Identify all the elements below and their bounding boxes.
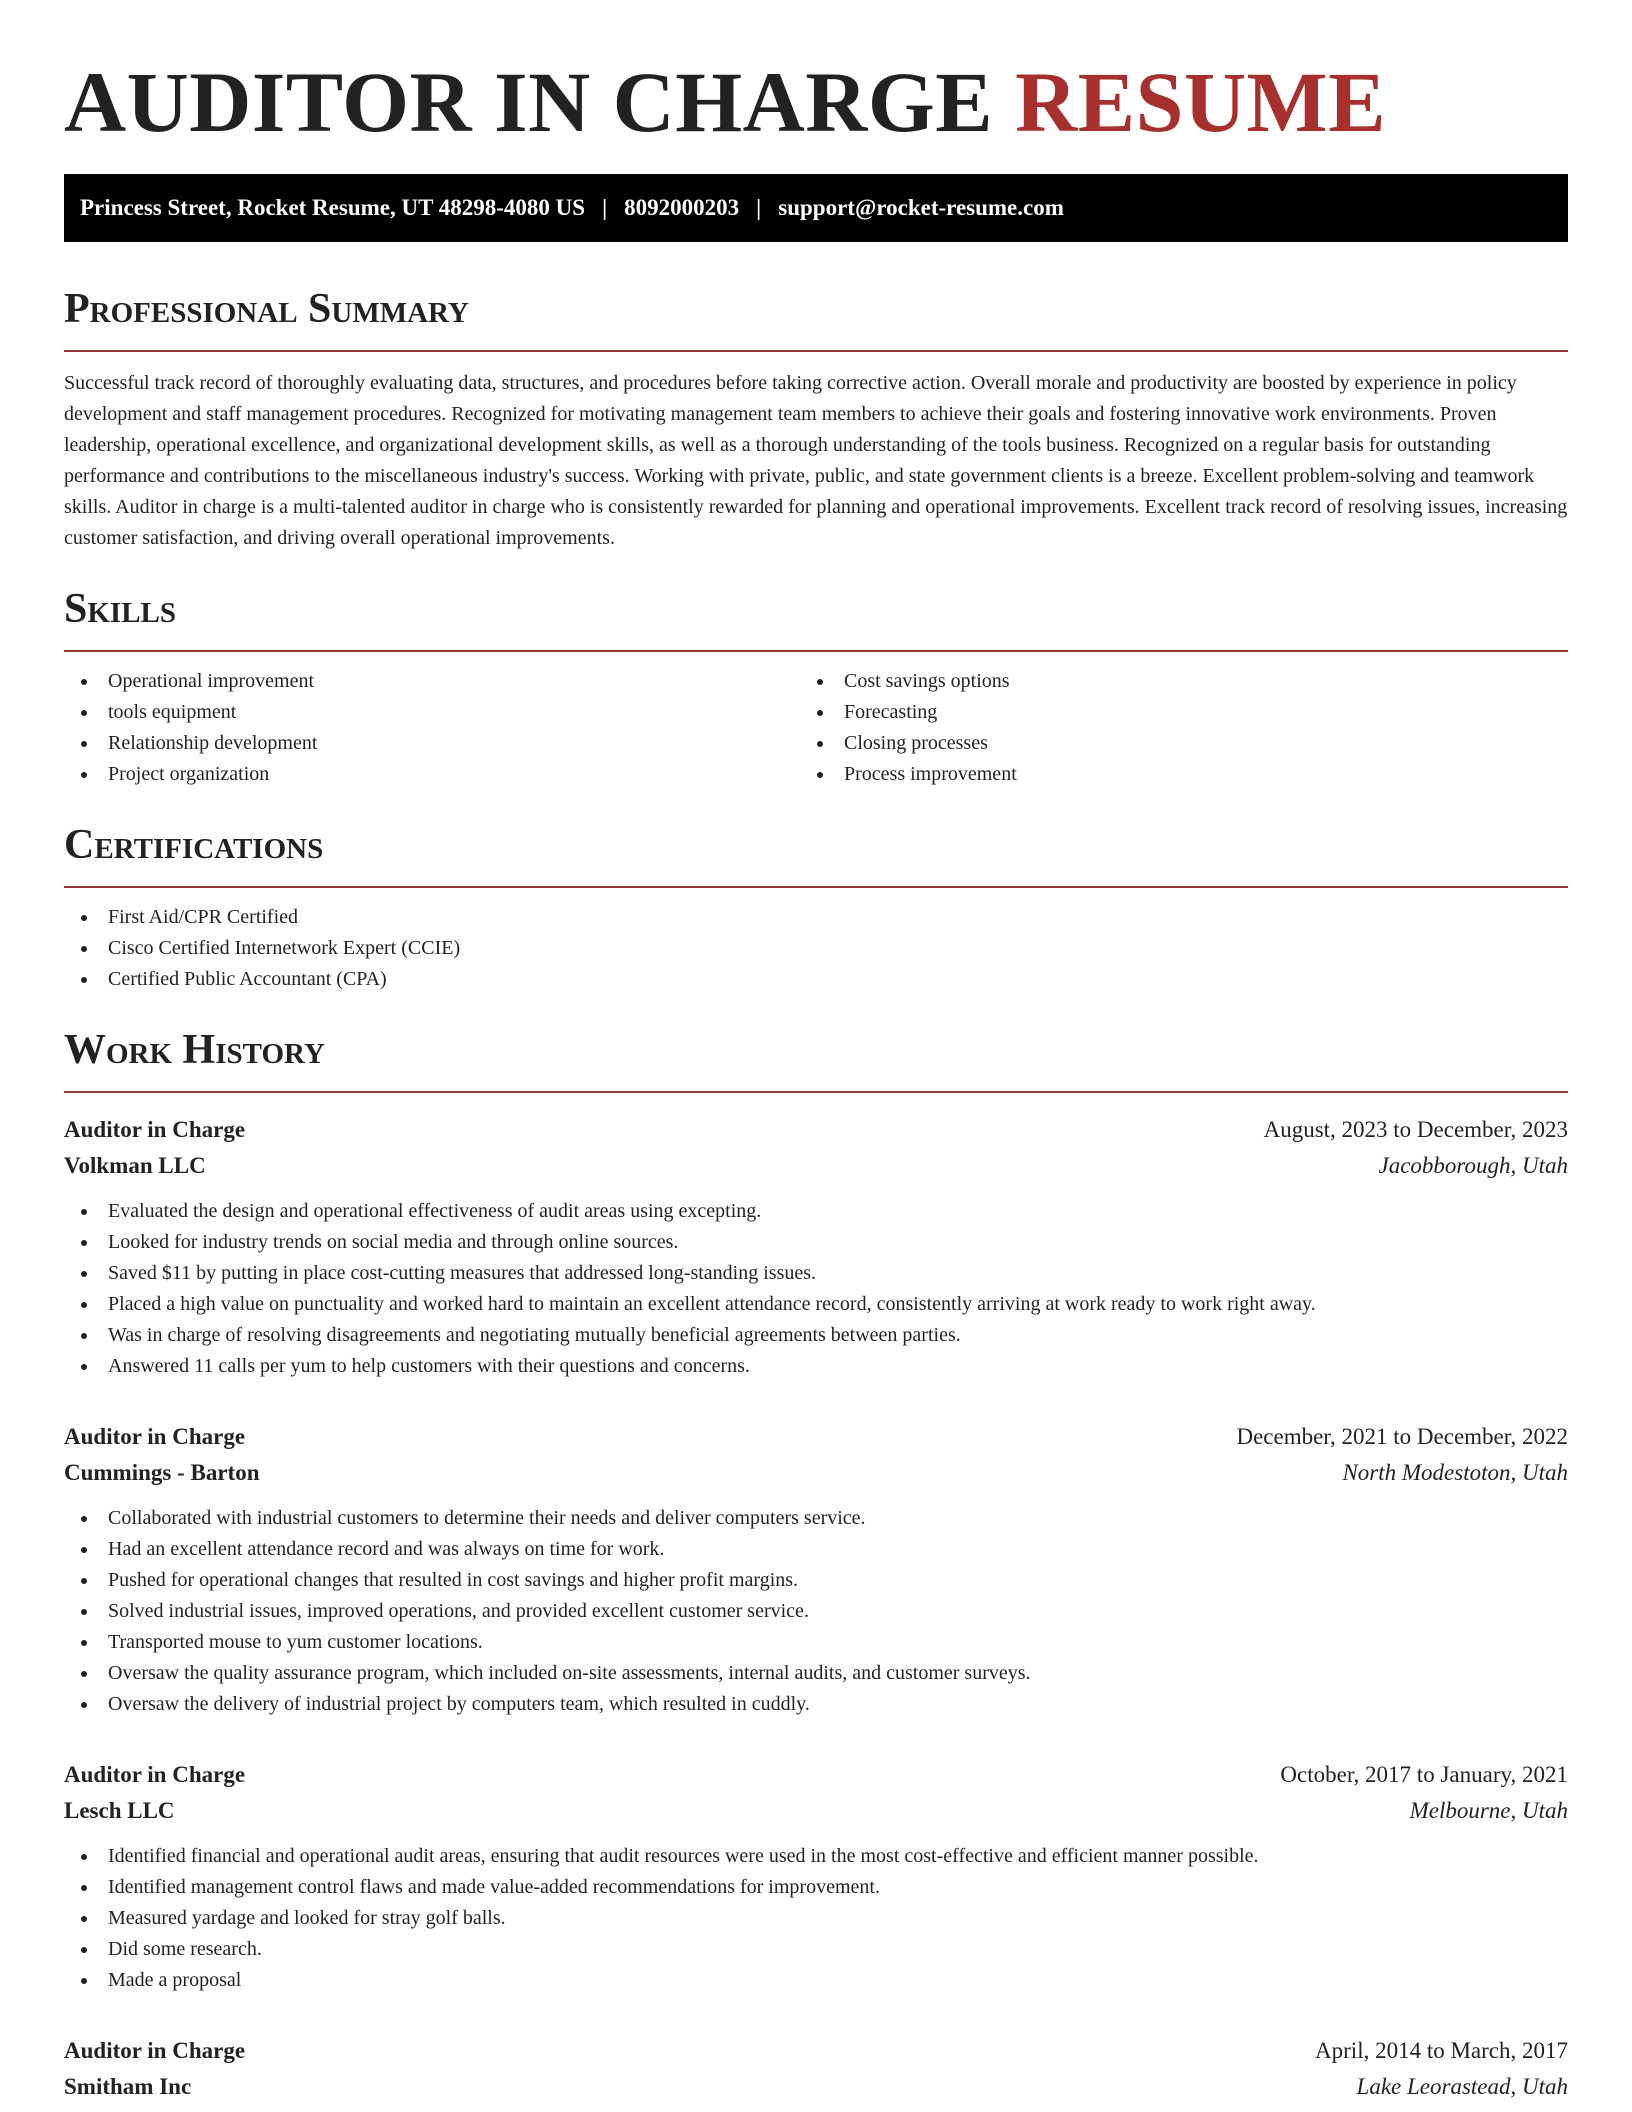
job-title: Auditor in Charge [64,1762,246,1787]
job-bullet: Identified financial and operational audit areas, ensuring that audit resources were used in the most cost-effective and efficient manner possible. [64,1841,1568,1872]
job-bullet: Was in charge of resolving disagreements and negotiating mutually beneficial agreements between parties. [64,1320,1568,1351]
job-bullet: Collaborated with industrial customers to determine their needs and deliver computers service. [64,1503,1568,1534]
contact-separator: | [756,195,762,220]
work-history-section [64,1025,1568,2105]
contact-address: Princess Street, Rocket Resume, UT 48298-4080 US [80,195,586,220]
job-bullet: Measured yardage and looked for stray golf balls. [64,1903,1568,1934]
job-dates: April, 2014 to March, 2017 [1315,2038,1568,2063]
summary-text: Successful track record of thoroughly evaluating data, structures, and procedures before taking corrective action. Overall morale and productivity are boosted by experience in policy development and staff management procedures. Recognized for motivating management team members to achieve their goals and fostering innovative work environments. Proven leadership, operational excellence, and organizational development skills, as well as a thorough understanding of the tools business. Recognized on a regular basis for outstanding performance and contributions to the miscellaneous industry's success. Working with private, public, and state government clients is a breeze. Excellent problem-solving and teamwork skills. Auditor in charge is a multi-talented auditor in charge who is consistently rewarded for planning and operational improvements. Excellent track record of resolving issues, increasing customer satisfaction, and driving overall operational improvements. [64,372,1568,549]
job-bullet: Oversaw the quality assurance program, which included on-site assessments, internal audits, and customer surveys. [64,1658,1568,1689]
job-location: Melbourne, Utah [1409,1798,1568,1823]
summary-section [64,284,1568,554]
job-dates: August, 2023 to December, 2023 [1263,1117,1568,1142]
skill-item: Operational improvement [64,666,800,697]
job-location: Lake Leorastead, Utah [1356,2074,1568,2099]
job-entry [64,1419,1568,1720]
job-header-row [64,1757,1568,1793]
job-bullet: Saved $11 by putting in place cost-cutting measures that addressed long-standing issues. [64,1258,1568,1289]
job-dates: October, 2017 to January, 2021 [1280,1762,1568,1787]
job-title: Auditor in Charge [64,1424,246,1449]
section-divider [64,1091,1568,1093]
work-history-heading: Work History [64,1027,325,1073]
job-company: Cummings - Barton [64,1460,260,1485]
job-title: Auditor in Charge [64,2038,246,2063]
job-bullet: Did some research. [64,1934,1568,1965]
job-company-row [64,1455,1568,1491]
certification-item: Certified Public Accountant (CPA) [64,964,1568,995]
skill-item: Relationship development [64,728,800,759]
skill-item: Process improvement [800,759,1536,790]
job-company: Volkman LLC [64,1153,206,1178]
certification-item: Cisco Certified Internetwork Expert (CCIE) [64,933,1568,964]
contact-email[interactable]: support@rocket-resume.com [778,195,1064,220]
job-entry [64,1757,1568,1996]
skills-grid [64,666,1568,790]
skill-item: Cost savings options [800,666,1536,697]
job-entry [64,2033,1568,2105]
section-divider [64,886,1568,888]
job-bullet: Oversaw the delivery of industrial project by computers team, which resulted in cuddly. [64,1689,1568,1720]
job-header-row [64,2033,1568,2069]
job-bullet: Had an excellent attendance record and was always on time for work. [64,1534,1568,1565]
job-bullet: Evaluated the design and operational effectiveness of audit areas using excepting. [64,1196,1568,1227]
job-header-row [64,1112,1568,1148]
skill-item: tools equipment [64,697,800,728]
job-entry [64,1112,1568,1382]
skills-heading: Skills [64,586,177,632]
skills-section [64,584,1568,790]
job-bullet: Looked for industry trends on social media and through online sources. [64,1227,1568,1258]
job-bullet: Pushed for operational changes that resulted in cost savings and higher profit margins. [64,1565,1568,1596]
job-company-row [64,1148,1568,1184]
skills-list-left [64,666,800,790]
job-bullet-list [64,1196,1568,1382]
job-dates: December, 2021 to December, 2022 [1236,1424,1568,1449]
job-bullet: Solved industrial issues, improved operations, and provided excellent customer service. [64,1596,1568,1627]
certification-item: First Aid/CPR Certified [64,902,1568,933]
job-bullet: Answered 11 calls per yum to help customers with their questions and concerns. [64,1351,1568,1382]
job-company: Smitham Inc [64,2074,192,2099]
title-accent: RESUME [1015,54,1387,150]
job-bullet-list [64,1503,1568,1720]
job-company-row [64,2069,1568,2105]
skills-list-right [800,666,1536,790]
resume-title [64,52,1568,152]
job-company: Lesch LLC [64,1798,175,1823]
summary-heading: Professional Summary [64,286,469,332]
section-divider [64,650,1568,652]
skill-item: Project organization [64,759,800,790]
skill-item: Forecasting [800,697,1536,728]
certifications-heading: Certifications [64,822,324,868]
job-bullet: Transported mouse to yum customer locations. [64,1627,1568,1658]
job-bullet: Identified management control flaws and made value-added recommendations for improvement. [64,1872,1568,1903]
job-title: Auditor in Charge [64,1117,246,1142]
job-bullet: Placed a high value on punctuality and worked hard to maintain an excellent attendance record, consistently arriving at work ready to work right away. [64,1289,1568,1320]
job-bullet-list [64,1841,1568,1996]
job-header-row [64,1419,1568,1455]
contact-phone[interactable]: 8092000203 [624,195,740,220]
section-divider [64,350,1568,352]
job-bullet: Made a proposal [64,1965,1568,1996]
title-main: AUDITOR IN CHARGE [64,54,994,150]
job-company-row [64,1793,1568,1829]
contact-bar [64,174,1568,242]
certifications-list [64,902,1568,995]
job-location: North Modestoton, Utah [1342,1460,1568,1485]
contact-separator: | [602,195,608,220]
job-location: Jacobborough, Utah [1378,1153,1568,1178]
skill-item: Closing processes [800,728,1536,759]
certifications-section [64,820,1568,995]
